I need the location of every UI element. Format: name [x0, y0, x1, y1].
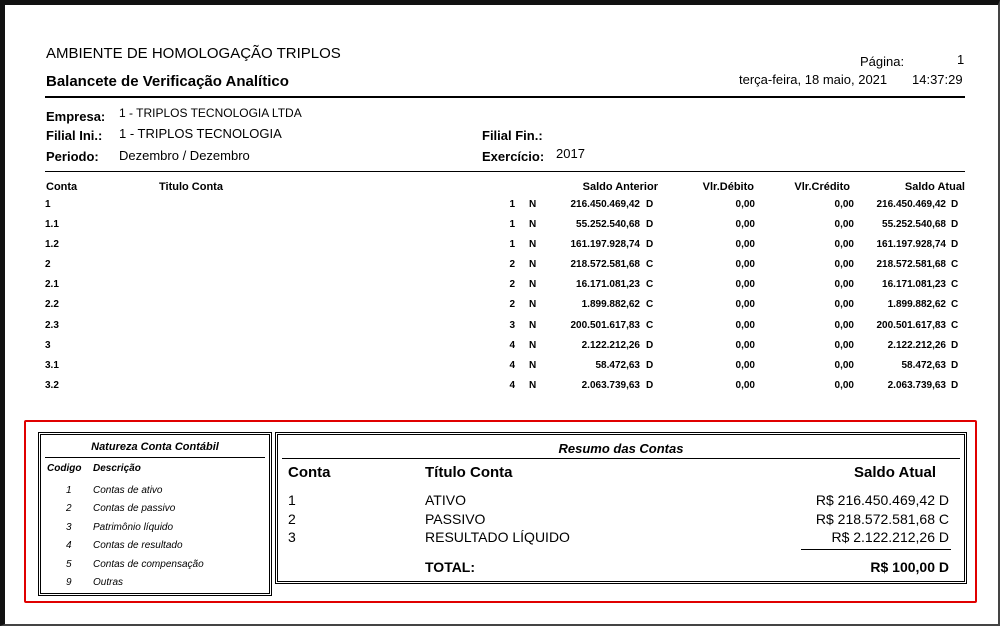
natureza-item-desc: Contas de resultado [93, 540, 183, 551]
row-saldo-anterior-dc: C [646, 299, 654, 310]
row-debito: 0,00 [735, 239, 755, 250]
row-level: 1 [509, 219, 515, 230]
natureza-box [38, 432, 272, 596]
row-type: N [529, 299, 537, 310]
table-row [45, 299, 965, 319]
row-saldo-atual: 218.572.581,68 [876, 259, 946, 270]
row-type: N [529, 320, 537, 331]
row-level: 4 [509, 340, 515, 351]
row-code: 2.2 [45, 299, 59, 310]
row-debito: 0,00 [735, 320, 755, 331]
row-code: 1 [45, 199, 51, 210]
row-saldo-atual-dc: D [951, 340, 959, 351]
row-saldo-atual-dc: D [951, 239, 959, 250]
resumo-col-titulo: Título Conta [425, 464, 513, 481]
table-row [45, 239, 965, 259]
row-saldo-anterior-dc: D [646, 380, 654, 391]
row-debito: 0,00 [735, 219, 755, 230]
col-vlr-debito: Vlr.Débito [702, 181, 754, 193]
natureza-item-code: 9 [66, 577, 72, 588]
row-credito: 0,00 [834, 299, 854, 310]
natureza-item-desc: Contas de compensação [93, 559, 204, 570]
resumo-divider [282, 458, 960, 459]
row-saldo-atual: 216.450.469,42 [876, 199, 946, 210]
total-label: TOTAL: [425, 559, 476, 575]
row-credito: 0,00 [834, 360, 854, 371]
natureza-item-desc: Contas de passivo [93, 503, 176, 514]
row-code: 1.2 [45, 239, 59, 250]
row-level: 1 [509, 199, 515, 210]
info-divider [45, 171, 965, 172]
row-code: 3.2 [45, 380, 59, 391]
page-number: 1 [957, 52, 965, 67]
environment-title: AMBIENTE DE HOMOLOGAÇÃO TRIPLOS [46, 45, 341, 62]
row-saldo-anterior-dc: C [646, 320, 654, 331]
table-row [45, 380, 965, 400]
row-saldo-atual: 55.252.540,68 [882, 219, 946, 230]
row-credito: 0,00 [834, 259, 854, 270]
resumo-item-titulo: PASSIVO [425, 511, 486, 527]
natureza-item-desc: Outras [93, 577, 124, 588]
row-saldo-anterior: 218.572.581,68 [570, 259, 640, 270]
row-debito: 0,00 [735, 259, 755, 270]
row-debito: 0,00 [735, 340, 755, 351]
row-saldo-atual-dc: C [951, 299, 959, 310]
row-type: N [529, 360, 537, 371]
natureza-col-descricao: Descrição [93, 463, 141, 474]
resumo-col-conta: Conta [288, 464, 331, 481]
row-type: N [529, 199, 537, 210]
row-type: N [529, 219, 537, 230]
table-row [45, 340, 965, 360]
row-saldo-atual-dc: D [951, 360, 959, 371]
table-row [45, 279, 965, 299]
row-saldo-anterior: 2.063.739,63 [581, 380, 640, 391]
resumo-title: Resumo das Contas [558, 441, 684, 456]
row-saldo-anterior: 2.122.212,26 [581, 340, 640, 351]
row-debito: 0,00 [735, 199, 755, 210]
col-saldo-anterior: Saldo Anterior [582, 181, 658, 193]
table-row [45, 219, 965, 239]
row-credito: 0,00 [834, 320, 854, 331]
row-type: N [529, 340, 537, 351]
filial-ini-label: Filial Ini.: [46, 128, 103, 143]
row-saldo-atual-dc: D [951, 199, 959, 210]
total-rule [801, 549, 951, 550]
resumo-item-conta: 3 [288, 529, 296, 545]
row-saldo-anterior-dc: D [646, 239, 654, 250]
row-saldo-atual: 161.197.928,74 [876, 239, 946, 250]
col-titulo: Titulo Conta [159, 181, 223, 193]
exercicio-value: 2017 [556, 146, 585, 161]
natureza-item-code: 5 [66, 559, 72, 570]
natureza-item-code: 1 [66, 485, 72, 496]
resumo-item-saldo: R$ 218.572.581,68 C [815, 511, 949, 527]
row-level: 3 [509, 320, 515, 331]
row-code: 1.1 [45, 219, 59, 230]
resumo-item-saldo: R$ 2.122.212,26 D [831, 529, 949, 545]
total-value: R$ 100,00 D [870, 559, 949, 575]
natureza-divider [45, 457, 265, 458]
report-time: 14:37:29 [912, 72, 963, 87]
table-row [45, 360, 965, 380]
row-debito: 0,00 [735, 380, 755, 391]
row-code: 3 [45, 340, 51, 351]
resumo-item-titulo: RESULTADO LÍQUIDO [425, 529, 570, 545]
row-credito: 0,00 [834, 199, 854, 210]
col-vlr-credito: Vlr.Crédito [794, 181, 850, 193]
empresa-value: 1 - TRIPLOS TECNOLOGIA LTDA [119, 106, 302, 120]
report-date: terça-feira, 18 maio, 2021 [739, 72, 888, 87]
row-level: 2 [509, 279, 515, 290]
resumo-item-titulo: ATIVO [425, 492, 466, 508]
row-saldo-anterior: 55.252.540,68 [576, 219, 640, 230]
row-credito: 0,00 [834, 279, 854, 290]
row-saldo-anterior: 216.450.469,42 [570, 199, 640, 210]
row-saldo-atual: 58.472,63 [901, 360, 946, 371]
natureza-item-desc: Patrimônio líquido [93, 522, 174, 533]
row-debito: 0,00 [735, 299, 755, 310]
natureza-item-code: 2 [66, 503, 72, 514]
col-conta: Conta [46, 181, 78, 193]
row-credito: 0,00 [834, 239, 854, 250]
row-saldo-anterior-dc: D [646, 340, 654, 351]
exercicio-label: Exercício: [482, 149, 545, 164]
row-code: 2 [45, 259, 51, 270]
resumo-item-saldo: R$ 216.450.469,42 D [815, 492, 949, 508]
row-credito: 0,00 [834, 340, 854, 351]
table-row [45, 199, 965, 219]
row-level: 4 [509, 380, 515, 391]
periodo-label: Periodo: [46, 149, 99, 164]
resumo-col-saldo: Saldo Atual [854, 464, 936, 481]
row-level: 2 [509, 259, 515, 270]
table-row [45, 320, 965, 340]
natureza-title: Natureza Conta Contábil [91, 441, 219, 453]
row-level: 1 [509, 239, 515, 250]
row-saldo-atual: 2.122.212,26 [887, 340, 946, 351]
row-saldo-anterior-dc: C [646, 259, 654, 270]
row-level: 4 [509, 360, 515, 371]
row-level: 2 [509, 299, 515, 310]
resumo-item-conta: 1 [288, 492, 296, 508]
row-code: 2.3 [45, 320, 59, 331]
row-saldo-anterior: 58.472,63 [595, 360, 640, 371]
resumo-box [275, 432, 967, 584]
natureza-item-code: 4 [66, 540, 72, 551]
row-saldo-anterior-dc: D [646, 360, 654, 371]
row-credito: 0,00 [834, 380, 854, 391]
page-label: Página: [860, 54, 905, 69]
resumo-item-conta: 2 [288, 511, 296, 527]
row-type: N [529, 259, 537, 270]
empresa-label: Empresa: [46, 109, 106, 124]
row-code: 2.1 [45, 279, 59, 290]
row-debito: 0,00 [735, 279, 755, 290]
filial-fin-label: Filial Fin.: [482, 128, 543, 143]
row-saldo-anterior-dc: C [646, 279, 654, 290]
natureza-item-desc: Contas de ativo [93, 485, 163, 496]
row-saldo-anterior-dc: D [646, 199, 654, 210]
row-saldo-anterior: 1.899.882,62 [581, 299, 640, 310]
row-saldo-anterior: 16.171.081,23 [576, 279, 640, 290]
row-saldo-atual: 1.899.882,62 [887, 299, 946, 310]
row-saldo-anterior: 200.501.617,83 [570, 320, 640, 331]
row-saldo-anterior: 161.197.928,74 [570, 239, 640, 250]
row-saldo-atual-dc: C [951, 279, 959, 290]
row-saldo-atual: 16.171.081,23 [882, 279, 946, 290]
row-saldo-atual-dc: D [951, 380, 959, 391]
row-code: 3.1 [45, 360, 59, 371]
row-saldo-anterior-dc: D [646, 219, 654, 230]
col-saldo-atual: Saldo Atual [904, 181, 965, 193]
row-type: N [529, 239, 537, 250]
row-type: N [529, 380, 537, 391]
natureza-col-codigo: Codigo [47, 463, 82, 474]
row-saldo-atual: 2.063.739,63 [887, 380, 946, 391]
periodo-value: Dezembro / Dezembro [119, 148, 250, 163]
table-row [45, 259, 965, 279]
row-type: N [529, 279, 537, 290]
header-divider [45, 96, 965, 98]
row-saldo-atual: 200.501.617,83 [876, 320, 946, 331]
report-title: Balancete de Verificação Analítico [46, 73, 289, 90]
row-credito: 0,00 [834, 219, 854, 230]
filial-ini-value: 1 - TRIPLOS TECNOLOGIA [119, 126, 282, 141]
row-debito: 0,00 [735, 360, 755, 371]
row-saldo-atual-dc: D [951, 219, 959, 230]
natureza-item-code: 3 [66, 522, 72, 533]
row-saldo-atual-dc: C [951, 320, 959, 331]
row-saldo-atual-dc: C [951, 259, 959, 270]
